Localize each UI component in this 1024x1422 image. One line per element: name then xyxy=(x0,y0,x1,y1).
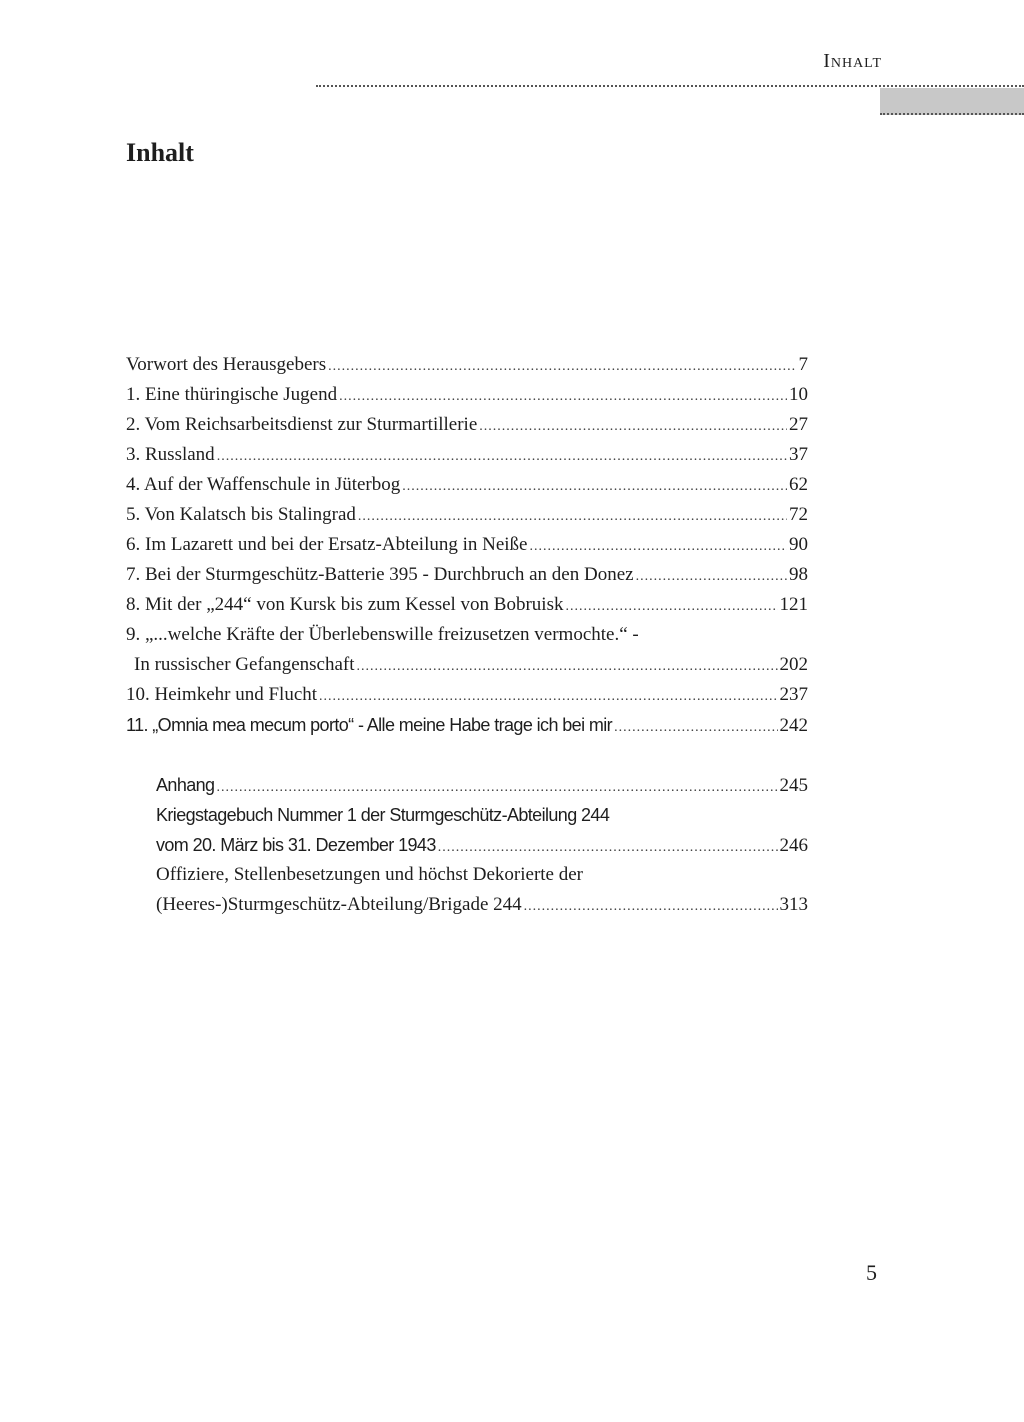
header-dotted-rule xyxy=(316,85,1024,87)
dot-leader xyxy=(524,892,778,922)
toc-entry xyxy=(126,680,808,710)
toc-entry xyxy=(126,590,808,620)
toc-entry-title: Anhang xyxy=(156,775,215,795)
toc-entry-page: 313 xyxy=(779,894,808,915)
toc-entry-title: 2. Vom Reichsarbeitsdienst zur Sturmartillerie xyxy=(126,414,478,435)
page-number: 5 xyxy=(866,1260,877,1285)
toc-entry-continuation xyxy=(156,890,808,920)
dot-leader xyxy=(402,472,787,502)
section-spacer xyxy=(126,740,808,770)
toc-entry-page: 245 xyxy=(779,775,808,796)
dot-leader xyxy=(565,592,777,622)
toc-entry-page: 7 xyxy=(798,354,808,375)
toc-entry-title: In russischer Gefangenschaft xyxy=(134,654,355,675)
toc-entry xyxy=(126,380,808,410)
toc-entry-page: 72 xyxy=(789,504,808,525)
toc-entry-title: 1. Eine thüringische Jugend xyxy=(126,384,338,405)
toc-entry-page: 237 xyxy=(779,684,808,705)
dot-leader xyxy=(438,833,778,863)
dot-leader xyxy=(358,502,787,532)
toc-entry-title: vom 20. März bis 31. Dezember 1943 xyxy=(156,835,436,855)
dot-leader xyxy=(636,562,787,592)
toc-entry-page: 62 xyxy=(789,474,808,495)
toc-entry xyxy=(156,770,808,800)
toc-entry-title: 7. Bei der Sturmgeschütz-Batterie 395 - Durchbruch an den Donez xyxy=(126,564,634,585)
toc-entry xyxy=(156,800,808,830)
toc-entry-title: 3. Russland xyxy=(126,444,215,465)
toc-entry xyxy=(126,560,808,590)
dot-leader xyxy=(479,412,787,442)
toc-entry-page: 27 xyxy=(789,414,808,435)
toc-entry-title: Offiziere, Stellenbesetzungen und höchst Dekorierte der xyxy=(156,864,583,885)
toc-entry-title: 10. Heimkehr und Flucht xyxy=(126,684,318,705)
toc-entry-page: 242 xyxy=(779,715,808,736)
header-gray-bar xyxy=(880,88,1024,115)
toc-entry-page: 121 xyxy=(779,594,808,615)
page-title: Inhalt xyxy=(126,138,194,167)
toc-entry-title: Kriegstagebuch Nummer 1 der Sturmgeschütz-Abteilung 244 xyxy=(156,805,610,825)
dot-leader xyxy=(530,532,788,562)
toc-entry-title: 9. „...welche Kräfte der Überlebenswille freizusetzen vermochte.“ - xyxy=(126,624,639,645)
toc-entry xyxy=(126,410,808,440)
toc-entry-title: 11. „Omnia mea mecum porto“ - Alle meine Habe trage ich bei mir xyxy=(126,715,613,735)
dot-leader xyxy=(319,682,777,712)
toc-entry-page: 202 xyxy=(779,654,808,675)
toc-entry-continuation xyxy=(126,650,808,680)
toc-entry xyxy=(126,530,808,560)
appendix-section xyxy=(126,770,808,920)
toc-entry xyxy=(126,350,808,380)
toc-entry-continuation xyxy=(156,830,808,860)
toc-entry xyxy=(126,470,808,500)
toc-entry-page: 90 xyxy=(789,534,808,555)
toc-entry-title: 4. Auf der Waffenschule in Jüterbog xyxy=(126,474,401,495)
toc-entry xyxy=(126,500,808,530)
dot-leader xyxy=(357,652,778,682)
toc-entry-page: 10 xyxy=(789,384,808,405)
running-head: Inhalt xyxy=(823,50,882,72)
dot-leader xyxy=(216,773,777,803)
toc-entry-title: Vorwort des Herausgebers xyxy=(126,354,327,375)
toc-entry-title: 6. Im Lazarett und bei der Ersatz-Abteilung in Neiße xyxy=(126,534,528,555)
toc-entry-title: 8. Mit der „244“ von Kursk bis zum Kessel von Bobruisk xyxy=(126,594,564,615)
toc-entry-page: 246 xyxy=(779,835,808,856)
toc-entry xyxy=(126,710,808,740)
toc-entry-page: 98 xyxy=(789,564,808,585)
dot-leader xyxy=(217,442,787,472)
toc-entry-title: (Heeres-)Sturmgeschütz-Abteilung/Brigade 244 xyxy=(156,894,522,915)
table-of-contents xyxy=(126,350,808,920)
toc-entry-title: 5. Von Kalatsch bis Stalingrad xyxy=(126,504,356,525)
toc-entry-page: 37 xyxy=(789,444,808,465)
toc-entry xyxy=(126,440,808,470)
toc-entry xyxy=(156,860,808,890)
dot-leader xyxy=(339,382,787,412)
dot-leader xyxy=(614,713,777,743)
toc-entry xyxy=(126,620,808,650)
dot-leader xyxy=(328,352,796,382)
